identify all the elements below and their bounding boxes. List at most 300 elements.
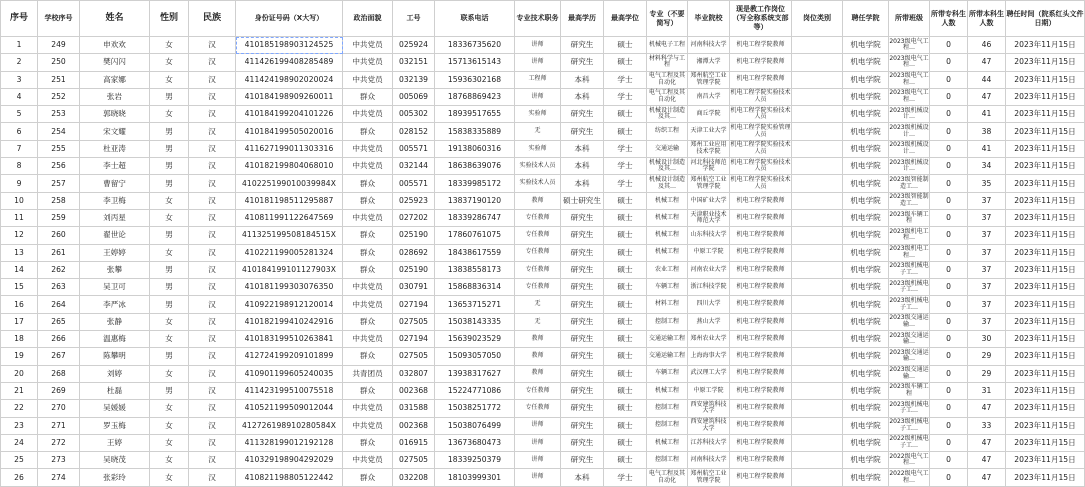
cell-phone[interactable]: 15713615143 xyxy=(435,54,515,71)
cell-ethnicity[interactable]: 汉 xyxy=(189,469,236,486)
cell-education[interactable]: 研究生 xyxy=(561,37,604,54)
cell-title[interactable]: 讲师 xyxy=(515,88,561,105)
cell-junior-college-count[interactable]: 0 xyxy=(930,313,968,330)
cell-undergrad-count[interactable]: 47 xyxy=(968,434,1006,451)
cell-current-post[interactable]: 机电工程学院教师 xyxy=(730,331,792,348)
cell-graduate-school[interactable]: 郑州航空工业管理学院 xyxy=(688,71,730,88)
cell-current-post[interactable]: 机电工程学院教师 xyxy=(730,452,792,469)
cell-assigned-class[interactable]: 2023级智能制造工… xyxy=(889,192,930,209)
cell-political-status[interactable]: 群众 xyxy=(343,88,393,105)
cell-gender[interactable]: 女 xyxy=(150,469,189,486)
cell-title[interactable]: 无 xyxy=(515,313,561,330)
cell-political-status[interactable]: 群众 xyxy=(343,175,393,192)
cell-post-category[interactable] xyxy=(792,88,843,105)
cell-graduate-school[interactable]: 上海海事大学 xyxy=(688,348,730,365)
cell-graduate-school[interactable]: 中原工学院 xyxy=(688,244,730,261)
cell-graduate-school[interactable]: 浙江科技学院 xyxy=(688,279,730,296)
cell-undergrad-count[interactable]: 47 xyxy=(968,88,1006,105)
cell-phone[interactable]: 15868836314 xyxy=(435,279,515,296)
cell-assigned-class[interactable]: 2023级机械电子工… xyxy=(889,417,930,434)
cell-post-category[interactable] xyxy=(792,123,843,140)
cell-hiring-college[interactable]: 机电学院 xyxy=(843,313,889,330)
cell-id-number[interactable]: 411426199408285489 xyxy=(236,54,343,71)
cell-major[interactable]: 机械工程 xyxy=(647,434,688,451)
cell-seq[interactable]: 20 xyxy=(1,365,38,382)
cell-ethnicity[interactable]: 汉 xyxy=(189,54,236,71)
cell-title[interactable]: 专任教师 xyxy=(515,400,561,417)
cell-undergrad-count[interactable]: 29 xyxy=(968,348,1006,365)
cell-undergrad-count[interactable]: 46 xyxy=(968,37,1006,54)
cell-title[interactable]: 实验技术人员 xyxy=(515,175,561,192)
cell-hire-date[interactable]: 2023年11月15日 xyxy=(1006,434,1085,451)
cell-phone[interactable]: 15224771086 xyxy=(435,382,515,399)
cell-degree[interactable]: 学士 xyxy=(604,158,647,175)
cell-major[interactable]: 机械工程 xyxy=(647,192,688,209)
cell-hiring-college[interactable]: 机电学院 xyxy=(843,279,889,296)
cell-degree[interactable]: 硕士 xyxy=(604,244,647,261)
cell-name[interactable]: 罗玉梅 xyxy=(80,417,150,434)
cell-hire-date[interactable]: 2023年11月15日 xyxy=(1006,123,1085,140)
cell-gender[interactable]: 女 xyxy=(150,365,189,382)
cell-hiring-college[interactable]: 机电学院 xyxy=(843,88,889,105)
cell-school-seq[interactable]: 261 xyxy=(38,244,80,261)
cell-id-number[interactable]: 410225199010039984X xyxy=(236,175,343,192)
cell-staff-id[interactable]: 016915 xyxy=(393,434,435,451)
cell-id-number[interactable]: 410185198903124525 xyxy=(236,37,343,54)
cell-post-category[interactable] xyxy=(792,71,843,88)
cell-school-seq[interactable]: 252 xyxy=(38,88,80,105)
cell-post-category[interactable] xyxy=(792,452,843,469)
cell-name[interactable]: 曹留宁 xyxy=(80,175,150,192)
cell-degree[interactable]: 硕士 xyxy=(604,348,647,365)
cell-political-status[interactable]: 群众 xyxy=(343,244,393,261)
cell-degree[interactable]: 硕士 xyxy=(604,279,647,296)
cell-title[interactable]: 专任教师 xyxy=(515,227,561,244)
cell-name[interactable]: 刘婷 xyxy=(80,365,150,382)
cell-junior-college-count[interactable]: 0 xyxy=(930,227,968,244)
cell-name[interactable]: 王婷 xyxy=(80,434,150,451)
cell-title[interactable]: 教师 xyxy=(515,348,561,365)
cell-undergrad-count[interactable]: 37 xyxy=(968,192,1006,209)
cell-post-category[interactable] xyxy=(792,469,843,486)
cell-political-status[interactable]: 中共党员 xyxy=(343,71,393,88)
cell-current-post[interactable]: 机电工程学院教师 xyxy=(730,261,792,278)
cell-current-post[interactable]: 机电工程学院实验管理人员 xyxy=(730,123,792,140)
cell-phone[interactable]: 15093057050 xyxy=(435,348,515,365)
cell-seq[interactable]: 16 xyxy=(1,296,38,313)
cell-title[interactable]: 教师 xyxy=(515,192,561,209)
cell-title[interactable]: 讲师 xyxy=(515,417,561,434)
cell-seq[interactable]: 12 xyxy=(1,227,38,244)
cell-current-post[interactable]: 机电工程学院教师 xyxy=(730,244,792,261)
cell-undergrad-count[interactable]: 47 xyxy=(968,400,1006,417)
cell-id-number[interactable]: 410901199605240035 xyxy=(236,365,343,382)
cell-degree[interactable]: 硕士 xyxy=(604,382,647,399)
cell-post-category[interactable] xyxy=(792,296,843,313)
cell-undergrad-count[interactable]: 34 xyxy=(968,158,1006,175)
cell-education[interactable]: 硕士研究生 xyxy=(561,192,604,209)
cell-degree[interactable]: 硕士 xyxy=(604,434,647,451)
cell-political-status[interactable]: 中共党员 xyxy=(343,140,393,157)
cell-undergrad-count[interactable]: 29 xyxy=(968,365,1006,382)
cell-hire-date[interactable]: 2023年11月15日 xyxy=(1006,158,1085,175)
cell-hiring-college[interactable]: 机电学院 xyxy=(843,209,889,226)
cell-id-number[interactable]: 410184198909260011 xyxy=(236,88,343,105)
cell-school-seq[interactable]: 259 xyxy=(38,209,80,226)
cell-current-post[interactable]: 机电工程学院教师 xyxy=(730,192,792,209)
cell-phone[interactable]: 18339286747 xyxy=(435,209,515,226)
cell-ethnicity[interactable]: 汉 xyxy=(189,175,236,192)
cell-school-seq[interactable]: 257 xyxy=(38,175,80,192)
cell-ethnicity[interactable]: 汉 xyxy=(189,123,236,140)
cell-undergrad-count[interactable]: 37 xyxy=(968,209,1006,226)
cell-assigned-class[interactable]: 2023级车辆工程 xyxy=(889,382,930,399)
cell-junior-college-count[interactable]: 0 xyxy=(930,140,968,157)
cell-ethnicity[interactable]: 汉 xyxy=(189,37,236,54)
cell-staff-id[interactable]: 025190 xyxy=(393,227,435,244)
cell-undergrad-count[interactable]: 31 xyxy=(968,382,1006,399)
cell-name[interactable]: 宋文耀 xyxy=(80,123,150,140)
cell-political-status[interactable]: 群众 xyxy=(343,469,393,486)
cell-phone[interactable]: 18438617559 xyxy=(435,244,515,261)
cell-degree[interactable]: 硕士 xyxy=(604,400,647,417)
cell-title[interactable]: 讲师 xyxy=(515,434,561,451)
cell-graduate-school[interactable]: 郑州航空工业管理学院 xyxy=(688,469,730,486)
cell-seq[interactable]: 18 xyxy=(1,331,38,348)
cell-school-seq[interactable]: 250 xyxy=(38,54,80,71)
cell-education[interactable]: 本科 xyxy=(561,140,604,157)
cell-education[interactable]: 本科 xyxy=(561,88,604,105)
cell-junior-college-count[interactable]: 0 xyxy=(930,123,968,140)
cell-id-number[interactable]: 412726198910280584X xyxy=(236,417,343,434)
cell-seq[interactable]: 4 xyxy=(1,88,38,105)
cell-education[interactable]: 研究生 xyxy=(561,452,604,469)
cell-id-number[interactable]: 410221199005281324 xyxy=(236,244,343,261)
cell-staff-id[interactable]: 027202 xyxy=(393,209,435,226)
cell-assigned-class[interactable]: 2023级机械设计… xyxy=(889,140,930,157)
cell-ethnicity[interactable]: 汉 xyxy=(189,209,236,226)
cell-degree[interactable]: 硕士 xyxy=(604,296,647,313)
cell-major[interactable]: 控制工程 xyxy=(647,400,688,417)
cell-assigned-class[interactable]: 2023级电气工程… xyxy=(889,37,930,54)
cell-major[interactable]: 农业工程 xyxy=(647,261,688,278)
cell-id-number[interactable]: 410521199509012044 xyxy=(236,400,343,417)
cell-hiring-college[interactable]: 机电学院 xyxy=(843,106,889,123)
cell-undergrad-count[interactable]: 37 xyxy=(968,261,1006,278)
cell-id-number[interactable]: 410181199303076350 xyxy=(236,279,343,296)
cell-phone[interactable]: 15038076499 xyxy=(435,417,515,434)
cell-undergrad-count[interactable]: 37 xyxy=(968,313,1006,330)
cell-seq[interactable]: 24 xyxy=(1,434,38,451)
cell-gender[interactable]: 女 xyxy=(150,331,189,348)
cell-hiring-college[interactable]: 机电学院 xyxy=(843,331,889,348)
cell-ethnicity[interactable]: 汉 xyxy=(189,382,236,399)
cell-major[interactable]: 机械工程 xyxy=(647,227,688,244)
cell-political-status[interactable]: 中共党员 xyxy=(343,54,393,71)
cell-post-category[interactable] xyxy=(792,348,843,365)
cell-undergrad-count[interactable]: 37 xyxy=(968,244,1006,261)
cell-current-post[interactable]: 机电工程学院教师 xyxy=(730,209,792,226)
cell-school-seq[interactable]: 274 xyxy=(38,469,80,486)
cell-school-seq[interactable]: 258 xyxy=(38,192,80,209)
cell-political-status[interactable]: 群众 xyxy=(343,348,393,365)
cell-major[interactable]: 机械设计制造及其… xyxy=(647,175,688,192)
cell-name[interactable]: 张岩 xyxy=(80,88,150,105)
cell-seq[interactable]: 9 xyxy=(1,175,38,192)
cell-ethnicity[interactable]: 汉 xyxy=(189,106,236,123)
cell-gender[interactable]: 女 xyxy=(150,244,189,261)
cell-seq[interactable]: 10 xyxy=(1,192,38,209)
cell-title[interactable]: 专任教师 xyxy=(515,382,561,399)
cell-undergrad-count[interactable]: 37 xyxy=(968,296,1006,313)
cell-gender[interactable]: 男 xyxy=(150,158,189,175)
cell-phone[interactable]: 19138060316 xyxy=(435,140,515,157)
cell-junior-college-count[interactable]: 0 xyxy=(930,331,968,348)
cell-hiring-college[interactable]: 机电学院 xyxy=(843,348,889,365)
cell-ethnicity[interactable]: 汉 xyxy=(189,452,236,469)
cell-undergrad-count[interactable]: 47 xyxy=(968,469,1006,486)
cell-hiring-college[interactable]: 机电学院 xyxy=(843,175,889,192)
cell-phone[interactable]: 18336735620 xyxy=(435,37,515,54)
cell-school-seq[interactable]: 266 xyxy=(38,331,80,348)
cell-school-seq[interactable]: 269 xyxy=(38,382,80,399)
cell-seq[interactable]: 1 xyxy=(1,37,38,54)
cell-degree[interactable]: 学士 xyxy=(604,71,647,88)
cell-school-seq[interactable]: 270 xyxy=(38,400,80,417)
cell-id-number[interactable]: 410181198511295887 xyxy=(236,192,343,209)
cell-education[interactable]: 研究生 xyxy=(561,313,604,330)
cell-current-post[interactable]: 机电工程学院教师 xyxy=(730,54,792,71)
cell-name[interactable]: 张彩玲 xyxy=(80,469,150,486)
cell-degree[interactable]: 硕士 xyxy=(604,313,647,330)
cell-gender[interactable]: 女 xyxy=(150,434,189,451)
cell-major[interactable]: 材料工程 xyxy=(647,296,688,313)
cell-staff-id[interactable]: 030791 xyxy=(393,279,435,296)
cell-education[interactable]: 本科 xyxy=(561,158,604,175)
cell-name[interactable]: 温惠梅 xyxy=(80,331,150,348)
cell-phone[interactable]: 15838335889 xyxy=(435,123,515,140)
cell-staff-id[interactable]: 002368 xyxy=(393,417,435,434)
cell-title[interactable]: 实验技术人员 xyxy=(515,158,561,175)
cell-graduate-school[interactable]: 商丘学院 xyxy=(688,106,730,123)
cell-assigned-class[interactable]: 2023级交通运输… xyxy=(889,331,930,348)
cell-current-post[interactable]: 机电工程学院教师 xyxy=(730,400,792,417)
cell-id-number[interactable]: 412724199209101899 xyxy=(236,348,343,365)
cell-education[interactable]: 研究生 xyxy=(561,434,604,451)
cell-name[interactable]: 杜磊 xyxy=(80,382,150,399)
cell-political-status[interactable]: 中共党员 xyxy=(343,296,393,313)
cell-school-seq[interactable]: 254 xyxy=(38,123,80,140)
cell-assigned-class[interactable]: 2023级机械电子工… xyxy=(889,261,930,278)
cell-graduate-school[interactable]: 江苏科技大学 xyxy=(688,434,730,451)
cell-gender[interactable]: 男 xyxy=(150,175,189,192)
cell-gender[interactable]: 女 xyxy=(150,37,189,54)
cell-title[interactable]: 讲师 xyxy=(515,469,561,486)
cell-id-number[interactable]: 410182199410242916 xyxy=(236,313,343,330)
cell-name[interactable]: 樊闪闪 xyxy=(80,54,150,71)
cell-undergrad-count[interactable]: 30 xyxy=(968,331,1006,348)
cell-seq[interactable]: 13 xyxy=(1,244,38,261)
cell-title[interactable]: 无 xyxy=(515,296,561,313)
cell-assigned-class[interactable]: 2023级机电工程… xyxy=(889,244,930,261)
cell-staff-id[interactable]: 028152 xyxy=(393,123,435,140)
cell-major[interactable]: 机械工程 xyxy=(647,382,688,399)
cell-degree[interactable]: 硕士 xyxy=(604,452,647,469)
cell-school-seq[interactable]: 272 xyxy=(38,434,80,451)
cell-staff-id[interactable]: 027505 xyxy=(393,313,435,330)
cell-gender[interactable]: 男 xyxy=(150,88,189,105)
cell-post-category[interactable] xyxy=(792,313,843,330)
cell-post-category[interactable] xyxy=(792,158,843,175)
cell-gender[interactable]: 女 xyxy=(150,209,189,226)
cell-id-number[interactable]: 410922198912120014 xyxy=(236,296,343,313)
cell-education[interactable]: 研究生 xyxy=(561,279,604,296)
cell-gender[interactable]: 男 xyxy=(150,123,189,140)
cell-title[interactable]: 讲师 xyxy=(515,452,561,469)
cell-school-seq[interactable]: 273 xyxy=(38,452,80,469)
cell-id-number[interactable]: 410183199510263841 xyxy=(236,331,343,348)
cell-junior-college-count[interactable]: 0 xyxy=(930,175,968,192)
cell-hiring-college[interactable]: 机电学院 xyxy=(843,54,889,71)
cell-id-number[interactable]: 410184199204101226 xyxy=(236,106,343,123)
cell-undergrad-count[interactable]: 38 xyxy=(968,123,1006,140)
cell-staff-id[interactable]: 028692 xyxy=(393,244,435,261)
cell-post-category[interactable] xyxy=(792,192,843,209)
cell-undergrad-count[interactable]: 47 xyxy=(968,452,1006,469)
cell-id-number[interactable]: 410182199804068010 xyxy=(236,158,343,175)
cell-political-status[interactable]: 中共党员 xyxy=(343,452,393,469)
cell-post-category[interactable] xyxy=(792,244,843,261)
cell-junior-college-count[interactable]: 0 xyxy=(930,434,968,451)
cell-education[interactable]: 研究生 xyxy=(561,123,604,140)
cell-hiring-college[interactable]: 机电学院 xyxy=(843,37,889,54)
cell-post-category[interactable] xyxy=(792,175,843,192)
cell-assigned-class[interactable]: 2023级电气工程… xyxy=(889,71,930,88)
cell-post-category[interactable] xyxy=(792,434,843,451)
cell-id-number[interactable]: 410821198805122442 xyxy=(236,469,343,486)
cell-hire-date[interactable]: 2023年11月15日 xyxy=(1006,313,1085,330)
cell-assigned-class[interactable]: 2023级机械电子工… xyxy=(889,296,930,313)
cell-phone[interactable]: 15639023529 xyxy=(435,331,515,348)
cell-hire-date[interactable]: 2023年11月15日 xyxy=(1006,331,1085,348)
cell-political-status[interactable]: 中共党员 xyxy=(343,279,393,296)
cell-current-post[interactable]: 机电工程学院教师 xyxy=(730,469,792,486)
cell-degree[interactable]: 硕士 xyxy=(604,106,647,123)
cell-ethnicity[interactable]: 汉 xyxy=(189,158,236,175)
cell-political-status[interactable]: 中共党员 xyxy=(343,331,393,348)
cell-school-seq[interactable]: 264 xyxy=(38,296,80,313)
cell-degree[interactable]: 硕士 xyxy=(604,261,647,278)
cell-phone[interactable]: 13837190120 xyxy=(435,192,515,209)
cell-graduate-school[interactable]: 山东科技大学 xyxy=(688,227,730,244)
cell-seq[interactable]: 21 xyxy=(1,382,38,399)
cell-degree[interactable]: 硕士 xyxy=(604,331,647,348)
cell-assigned-class[interactable]: 2023级机电工程… xyxy=(889,227,930,244)
cell-undergrad-count[interactable]: 44 xyxy=(968,71,1006,88)
cell-name[interactable]: 刘丙星 xyxy=(80,209,150,226)
cell-ethnicity[interactable]: 汉 xyxy=(189,192,236,209)
cell-staff-id[interactable]: 005571 xyxy=(393,140,435,157)
cell-assigned-class[interactable]: 2023级机械电子工… xyxy=(889,400,930,417)
cell-post-category[interactable] xyxy=(792,382,843,399)
cell-political-status[interactable]: 群众 xyxy=(343,227,393,244)
cell-ethnicity[interactable]: 汉 xyxy=(189,400,236,417)
cell-education[interactable]: 本科 xyxy=(561,469,604,486)
cell-id-number[interactable]: 411424198902020024 xyxy=(236,71,343,88)
cell-seq[interactable]: 14 xyxy=(1,261,38,278)
cell-junior-college-count[interactable]: 0 xyxy=(930,348,968,365)
cell-gender[interactable]: 男 xyxy=(150,348,189,365)
cell-name[interactable]: 张静 xyxy=(80,313,150,330)
cell-junior-college-count[interactable]: 0 xyxy=(930,71,968,88)
cell-graduate-school[interactable]: 郑州农业大学 xyxy=(688,331,730,348)
cell-ethnicity[interactable]: 汉 xyxy=(189,434,236,451)
cell-hire-date[interactable]: 2023年11月15日 xyxy=(1006,88,1085,105)
cell-phone[interactable]: 13673680473 xyxy=(435,434,515,451)
cell-hire-date[interactable]: 2023年11月15日 xyxy=(1006,400,1085,417)
cell-staff-id[interactable]: 031588 xyxy=(393,400,435,417)
cell-assigned-class[interactable]: 2022级机械电子工… xyxy=(889,434,930,451)
cell-graduate-school[interactable]: 湘潭大学 xyxy=(688,54,730,71)
cell-political-status[interactable]: 群众 xyxy=(343,313,393,330)
cell-education[interactable]: 研究生 xyxy=(561,382,604,399)
cell-title[interactable]: 讲师 xyxy=(515,54,561,71)
cell-post-category[interactable] xyxy=(792,227,843,244)
cell-title[interactable]: 工程师 xyxy=(515,71,561,88)
cell-school-seq[interactable]: 253 xyxy=(38,106,80,123)
cell-staff-id[interactable]: 032151 xyxy=(393,54,435,71)
cell-political-status[interactable]: 中共党员 xyxy=(343,106,393,123)
cell-seq[interactable]: 26 xyxy=(1,469,38,486)
cell-major[interactable]: 控制工程 xyxy=(647,313,688,330)
cell-title[interactable]: 实验师 xyxy=(515,106,561,123)
cell-assigned-class[interactable]: 2022级电气工程… xyxy=(889,469,930,486)
cell-title[interactable]: 实验师 xyxy=(515,140,561,157)
cell-political-status[interactable]: 群众 xyxy=(343,261,393,278)
cell-hiring-college[interactable]: 机电学院 xyxy=(843,365,889,382)
cell-assigned-class[interactable]: 2023级交通运输… xyxy=(889,313,930,330)
cell-current-post[interactable]: 机电工程学院实验技术人员 xyxy=(730,106,792,123)
cell-gender[interactable]: 女 xyxy=(150,417,189,434)
cell-degree[interactable]: 硕士 xyxy=(604,365,647,382)
cell-school-seq[interactable]: 268 xyxy=(38,365,80,382)
cell-ethnicity[interactable]: 汉 xyxy=(189,417,236,434)
cell-education[interactable]: 研究生 xyxy=(561,331,604,348)
cell-current-post[interactable]: 机电工程学院教师 xyxy=(730,37,792,54)
cell-phone[interactable]: 17860761075 xyxy=(435,227,515,244)
cell-junior-college-count[interactable]: 0 xyxy=(930,296,968,313)
cell-post-category[interactable] xyxy=(792,209,843,226)
cell-junior-college-count[interactable]: 0 xyxy=(930,88,968,105)
cell-hire-date[interactable]: 2023年11月15日 xyxy=(1006,37,1085,54)
cell-hire-date[interactable]: 2023年11月15日 xyxy=(1006,244,1085,261)
cell-gender[interactable]: 男 xyxy=(150,140,189,157)
cell-hiring-college[interactable]: 机电学院 xyxy=(843,382,889,399)
cell-education[interactable]: 研究生 xyxy=(561,365,604,382)
cell-post-category[interactable] xyxy=(792,54,843,71)
cell-hiring-college[interactable]: 机电学院 xyxy=(843,417,889,434)
cell-name[interactable]: 杜亚涛 xyxy=(80,140,150,157)
cell-ethnicity[interactable]: 汉 xyxy=(189,261,236,278)
cell-staff-id[interactable]: 032144 xyxy=(393,158,435,175)
cell-hire-date[interactable]: 2023年11月15日 xyxy=(1006,452,1085,469)
cell-name[interactable]: 陈攀明 xyxy=(80,348,150,365)
cell-name[interactable]: 吴媛媛 xyxy=(80,400,150,417)
cell-graduate-school[interactable]: 四川大学 xyxy=(688,296,730,313)
cell-name[interactable]: 申欢欢 xyxy=(80,37,150,54)
cell-hiring-college[interactable]: 机电学院 xyxy=(843,192,889,209)
cell-title[interactable]: 讲师 xyxy=(515,37,561,54)
